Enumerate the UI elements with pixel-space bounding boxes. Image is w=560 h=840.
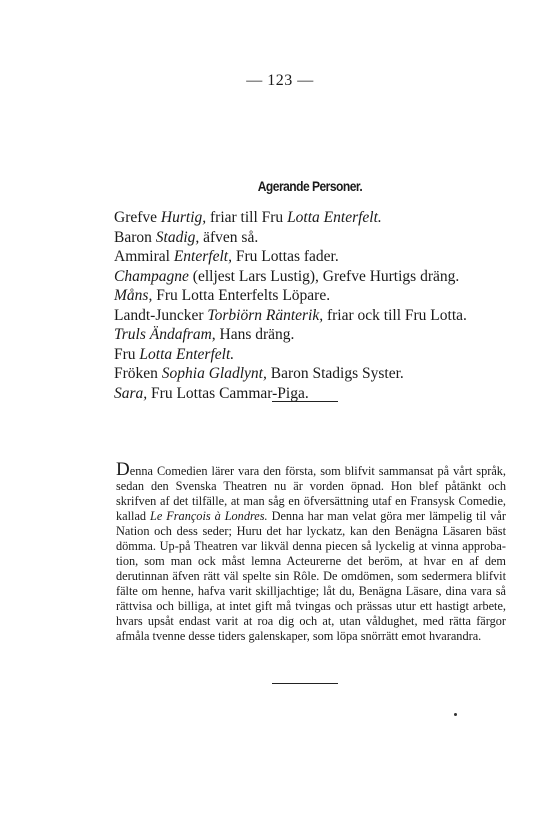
cast-text: Ammiral: [114, 248, 174, 265]
character-name: Truls Ändafram,: [114, 326, 216, 343]
character-name: Stadig,: [155, 228, 200, 246]
drop-cap: D: [116, 459, 130, 480]
character-name: Champagne: [114, 267, 189, 285]
cast-item: [114, 286, 514, 306]
preface-paragraph: [116, 459, 507, 644]
character-name: Måns,: [114, 287, 153, 304]
ink-speck: [454, 713, 457, 716]
cast-heading: Agerande Personer.: [257, 178, 363, 194]
page-number: — 123 —: [246, 72, 314, 89]
preface-line: desse tiders galenskaper, som löpa snörrätt emot hvarandra.: [188, 629, 482, 643]
preface-line: dem derutinnan äfven rätt väl spelte sin Rôle. De omdömen, som: [116, 554, 506, 583]
cast-text: friar till Fru: [206, 209, 288, 226]
preface-line: sedermera blifvit fälte om henne, hafva varit skilljachtige; låt du,: [116, 569, 506, 598]
preface-line: blef påtänkt och skrifven af det tilfälle, at man såg en öfversättning: [116, 479, 507, 508]
cast-text: friar ock till Fru Lotta.: [323, 306, 467, 324]
cast-item: [114, 345, 514, 365]
character-name: Lotta Enterfelt.: [287, 209, 382, 226]
play-title: Le François à Londres.: [150, 509, 268, 523]
cast-text: Fröken: [114, 365, 162, 382]
cast-text: Fru Lotta Enterfelts Löpare.: [152, 287, 331, 304]
cast-item: [114, 247, 514, 267]
cast-text: äfven så.: [199, 228, 259, 246]
cast-text: Hans dräng.: [215, 326, 295, 343]
cast-item: [114, 208, 514, 228]
cast-text: Fru: [114, 345, 140, 363]
cast-text: Landt-Juncker: [114, 306, 208, 324]
cast-list: [114, 208, 514, 403]
cast-text: Grefve: [114, 209, 161, 226]
cast-text: Baron: [114, 228, 156, 246]
preface-line: tvingas och prässas utur ett hastigt arbete, hvars upsåt endast varit: [116, 599, 507, 628]
preface-line: utaf en Fransysk Comedie, kallad: [116, 494, 507, 523]
cast-item: [114, 306, 514, 326]
cast-text: Fru Lottas fader.: [231, 248, 339, 265]
preface-line: Benägna Läsare, dina vara så rättvisa och billiga, at intet gift må: [116, 584, 506, 613]
preface-line: Huru det har lyckatz, kan den Benägna Läsaren bäst dömma. Up-: [116, 524, 507, 553]
preface-line: enna Comedien lärer vara den första, som blifvit sammansat på: [129, 464, 450, 478]
character-name: Enterfelt,: [173, 248, 232, 265]
character-name: Hurtig,: [160, 209, 207, 226]
preface-line: Denna: [267, 509, 304, 523]
preface-line: at roa dig och at, utan våldughet, med rätta färgor afmåla tvenne: [116, 614, 507, 643]
end-divider: [272, 683, 338, 684]
character-name: Sara,: [114, 384, 148, 402]
character-name: Torbiörn Ränterik,: [207, 306, 324, 324]
character-name: Lotta Enterfelt.: [139, 345, 235, 363]
cast-item: [114, 267, 514, 287]
section-divider: [272, 401, 338, 402]
cast-text: Baron Stadigs Syster.: [266, 365, 404, 382]
cast-item: [114, 228, 514, 248]
cast-text: Fru Lottas Cammar-Piga.: [147, 384, 309, 402]
character-name: Sophia Gladlynt,: [161, 365, 267, 382]
cast-item: [114, 325, 514, 345]
cast-item: [114, 364, 514, 384]
preface-line: har man velat göra mer lämpelig til vår Nation och dess seder;: [116, 509, 506, 538]
preface-line: på Theatren var likväl denna piecen så lyckelig at vinna approba-: [178, 539, 506, 553]
cast-text: (elljest Lars Lustig), Grefve Hurtigs dräng.: [188, 267, 460, 285]
preface-line: vårt språk, sedan den Svenska Theatren nu är vorden öpnad. Hon: [116, 464, 506, 493]
preface-line: tion, som man ock måst lemna Acteurerne det beröm, at hvar en af: [116, 554, 479, 568]
